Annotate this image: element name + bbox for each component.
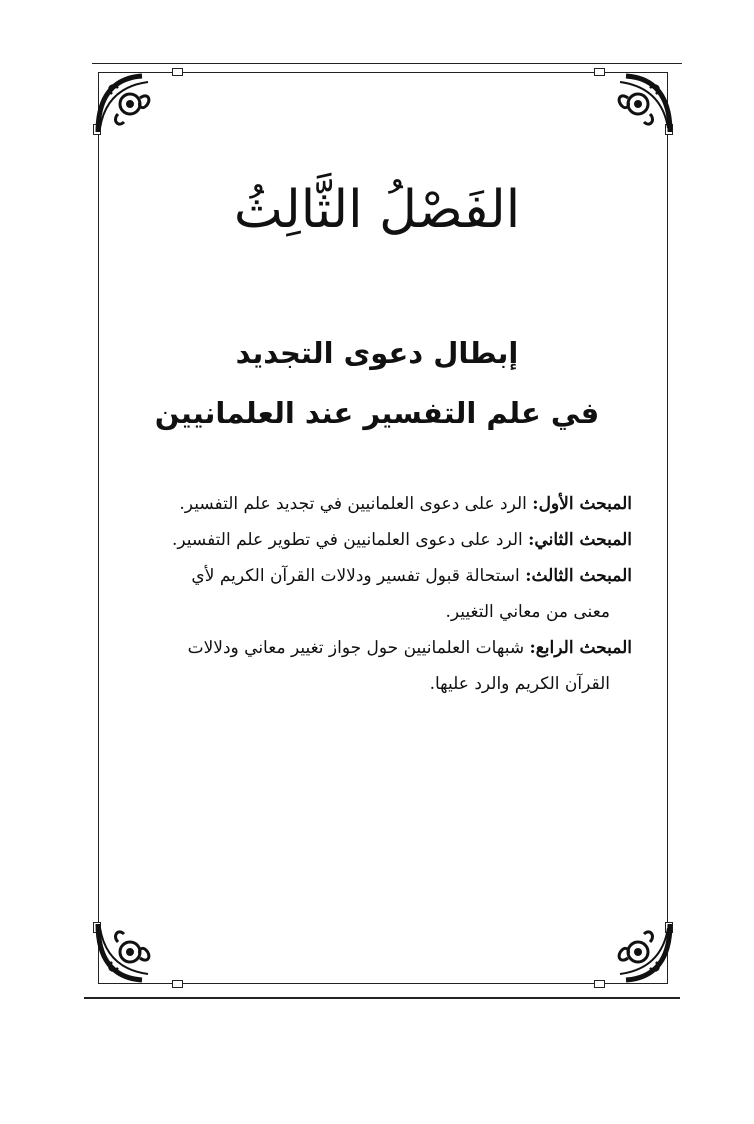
frame-tab <box>594 980 605 988</box>
list-item <box>112 522 632 558</box>
chapter-title: الفَصْلُ الثَّالِثُ <box>233 180 521 240</box>
section-label: المبحث الثالث: <box>525 566 632 586</box>
sections-list <box>112 486 632 702</box>
list-item <box>112 558 632 630</box>
frame-tab <box>172 68 183 76</box>
section-label: المبحث الثاني: <box>528 530 632 550</box>
section-text: الرد على دعوى العلمانيين في تطوير علم التفسير. <box>171 530 523 550</box>
section-text-continued: معنى من معاني التغيير. <box>445 602 610 622</box>
ornament-corner-icon <box>92 918 162 988</box>
heading-line-2: في علم التفسير عند العلمانيين <box>154 396 600 430</box>
section-text: الرد على دعوى العلمانيين في تجديد علم التفسير. <box>179 494 527 514</box>
frame-tab <box>594 68 605 76</box>
section-label: المبحث الرابع: <box>529 638 632 658</box>
ornament-corner-icon <box>92 68 162 138</box>
list-item <box>112 486 632 522</box>
bottom-rule <box>84 997 680 999</box>
section-text: استحالة قبول تفسير ودلالات القرآن الكريم لأي <box>191 566 520 586</box>
section-text: شبهات العلمانيين حول جواز تغيير معاني ودلالات <box>187 638 525 658</box>
top-rule <box>92 63 682 64</box>
section-label: المبحث الأول: <box>532 494 632 514</box>
frame-tab <box>172 980 183 988</box>
list-item <box>112 630 632 702</box>
section-text-continued: القرآن الكريم والرد عليها. <box>429 674 610 694</box>
ornament-corner-icon <box>606 68 676 138</box>
ornament-corner-icon <box>606 918 676 988</box>
heading-line-1: إبطال دعوى التجديد <box>235 336 519 370</box>
